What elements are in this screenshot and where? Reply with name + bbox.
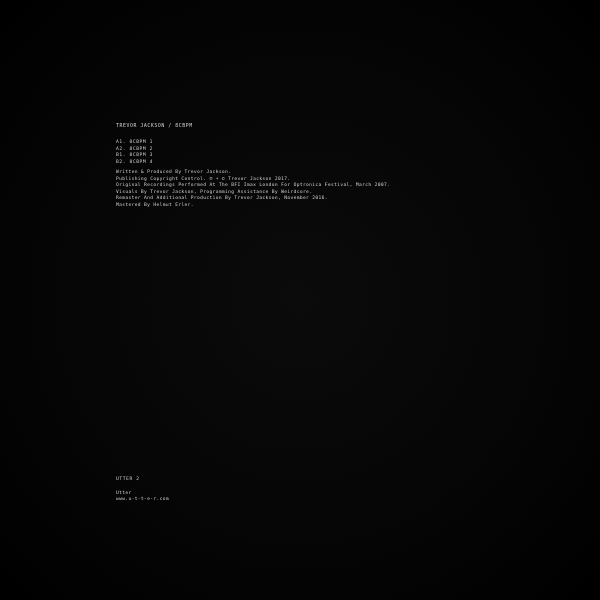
label-url: www.u-t-t-e-r.com <box>116 497 169 503</box>
track-item: B2. 8CBPM 4 <box>116 159 154 165</box>
track-item: A2. 8CBPM 2 <box>116 146 154 152</box>
credits <box>116 170 390 210</box>
credit-line: Written & Produced By Trevor Jackson. <box>116 170 232 175</box>
tracklist <box>116 140 153 166</box>
label-name: Utter <box>116 490 132 496</box>
credit-line: Mastered By Helmut Erler. <box>116 202 194 208</box>
credit-line: Original Recordings Performed At The BFI Imax London For Optronica Festival, March 2007. <box>116 183 391 189</box>
credit-line: Remaster And Additional Production By Trevor Jackson, November 2016. <box>116 196 328 202</box>
release-title: TREVOR JACKSON / 8CBPM <box>116 124 193 129</box>
track-item: A1. 8CBPM 1 <box>116 140 154 145</box>
catalog-number: UTTER 2 <box>116 477 140 482</box>
credit-line: Visuals By Trevor Jackson, Programming Assistance By Weirdcore. <box>116 189 313 195</box>
label-footer <box>116 477 169 504</box>
credit-line: Publishing Copyright Control. ℗ + © Trevor Jackson 2017. <box>116 176 291 182</box>
track-item: B1. 8CBPM 3 <box>116 153 154 159</box>
